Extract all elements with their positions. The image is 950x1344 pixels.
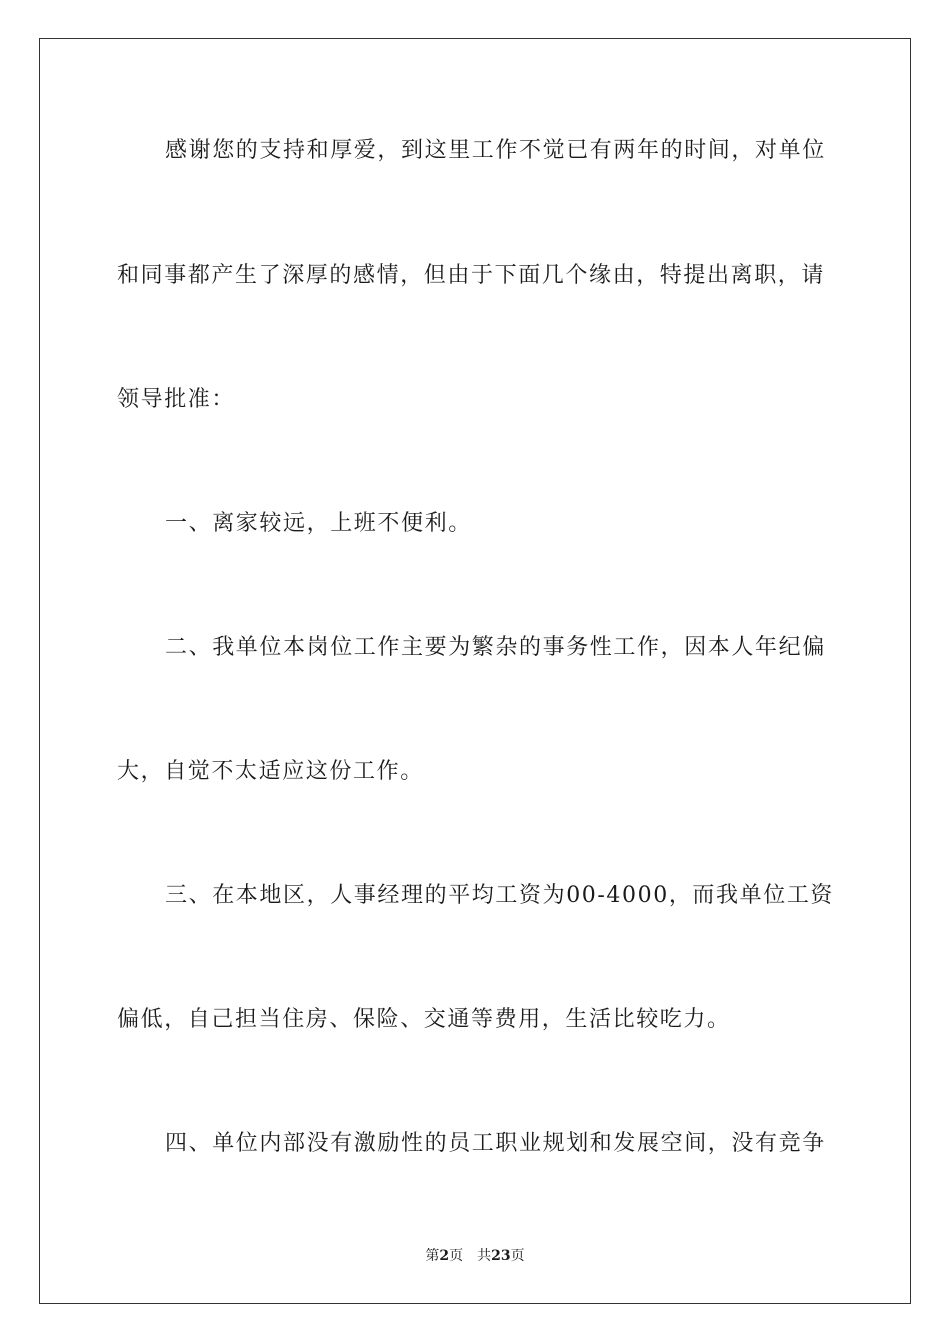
- item-3-line-2: 偏低，自己担当住房、保险、交通等费用，生活比较吃力。: [117, 1007, 731, 1032]
- total-prefix: 共: [477, 1248, 492, 1264]
- item-3-line-1: 三、在本地区，人事经理的平均工资为00-4000，而我单位工资: [165, 883, 835, 908]
- item-2-line-1: 二、我单位本岗位工作主要为繁杂的事务性工作，因本人年纪偏: [165, 635, 826, 660]
- paragraph-1-line-1: 感谢您的支持和厚爱，到这里工作不觉已有两年的时间，对单位: [165, 138, 826, 163]
- paragraph-1-line-2: 和同事都产生了深厚的感情，但由于下面几个缘由，特提出离职，请: [117, 263, 826, 288]
- paragraph-1-line-3: 领导批准：: [117, 387, 236, 412]
- page-number: 2: [439, 1248, 450, 1264]
- item-1-line-1: 一、离家较远，上班不便利。: [165, 511, 472, 536]
- page-footer: [0, 1247, 950, 1265]
- item-4-line-1: 四、单位内部没有激励性的员工职业规划和发展空间，没有竞争: [165, 1131, 826, 1156]
- total-pages: 23: [491, 1248, 511, 1264]
- page-suffix: 页: [449, 1248, 464, 1264]
- item-2-line-2: 大，自觉不太适应这份工作。: [117, 759, 424, 784]
- page-prefix: 第: [425, 1248, 440, 1264]
- total-suffix: 页: [510, 1248, 525, 1264]
- page-border: [39, 38, 911, 1304]
